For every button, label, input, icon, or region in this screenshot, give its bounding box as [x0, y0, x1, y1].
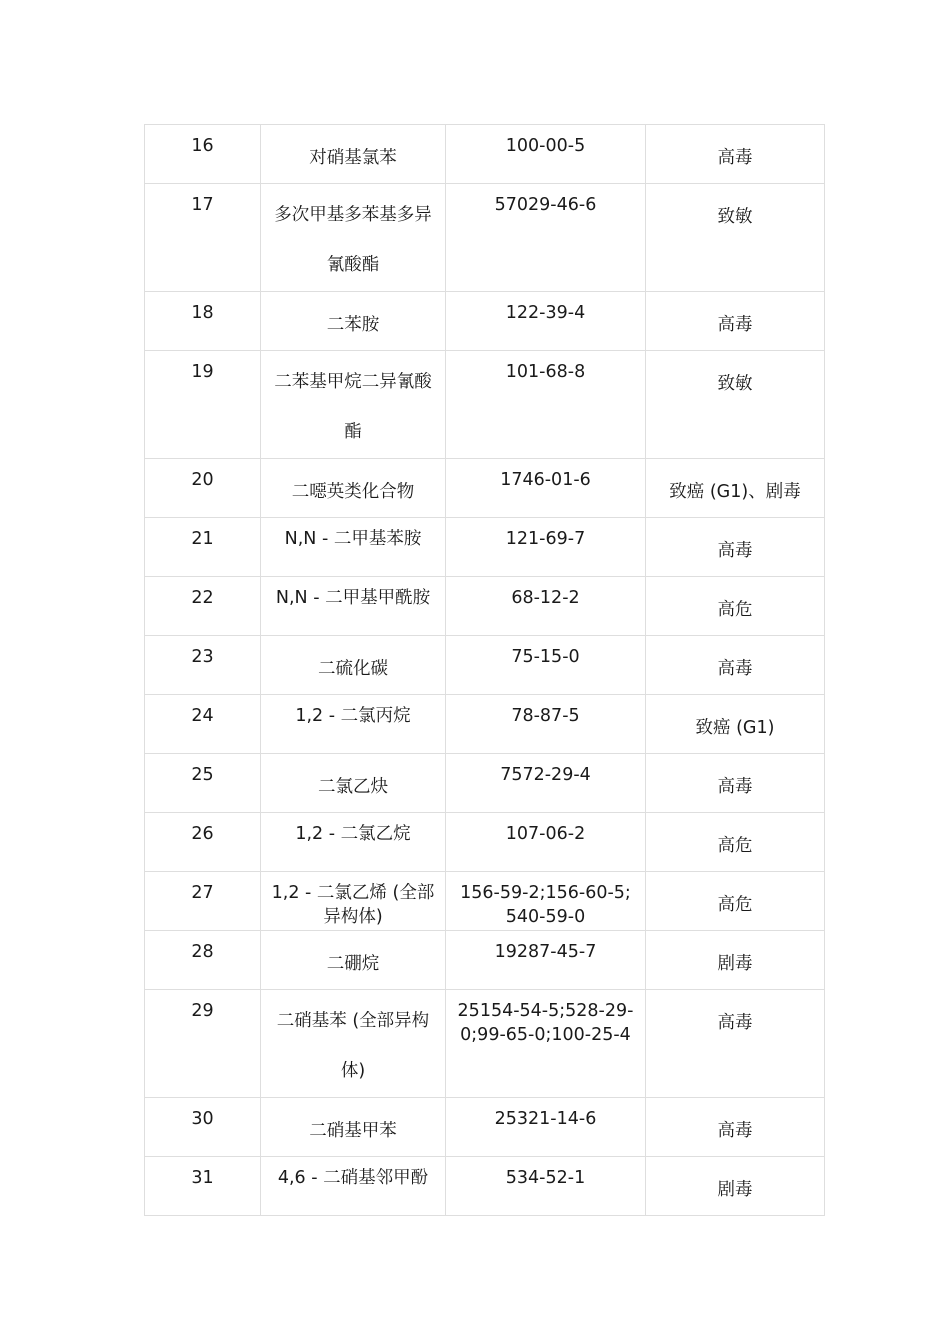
cas-number-cell: 25321-14-6 [446, 1098, 646, 1157]
cas-number-cell: 19287-45-7 [446, 931, 646, 990]
chemical-name-cell: 1,2 - 二氯乙烯 (全部异构体) [261, 872, 446, 931]
cas-number-cell: 121-69-7 [446, 518, 646, 577]
table-row [145, 125, 825, 184]
hazard-class-cell: 高毒 [646, 636, 825, 695]
row-number-cell: 29 [145, 990, 261, 1098]
hazard-class-cell: 致癌 (G1)、剧毒 [646, 459, 825, 518]
cas-number-cell: 1746-01-6 [446, 459, 646, 518]
table-row [145, 813, 825, 872]
cas-number-cell: 122-39-4 [446, 292, 646, 351]
chemical-name-cell: 4,6 - 二硝基邻甲酚 [261, 1157, 446, 1216]
row-number-cell: 22 [145, 577, 261, 636]
hazard-class-cell: 致癌 (G1) [646, 695, 825, 754]
chemical-name-cell: 二噁英类化合物 [261, 459, 446, 518]
table-row [145, 990, 825, 1098]
cas-number-cell: 156-59-2;156-60-5;540-59-0 [446, 872, 646, 931]
row-number-cell: 25 [145, 754, 261, 813]
chemical-name-cell: 二氯乙炔 [261, 754, 446, 813]
hazard-class-cell: 剧毒 [646, 1157, 825, 1216]
cas-number-cell: 25154-54-5;528-29-0;99-65-0;100-25-4 [446, 990, 646, 1098]
table-row [145, 754, 825, 813]
hazard-class-cell: 高毒 [646, 518, 825, 577]
cas-number-cell: 57029-46-6 [446, 184, 646, 292]
chemical-hazard-table [144, 124, 825, 1216]
chemical-name-cell: 二硝基甲苯 [261, 1098, 446, 1157]
chemical-name-cell: 二硫化碳 [261, 636, 446, 695]
table-row [145, 636, 825, 695]
row-number-cell: 17 [145, 184, 261, 292]
cas-number-cell: 7572-29-4 [446, 754, 646, 813]
hazard-class-cell: 剧毒 [646, 931, 825, 990]
table-row [145, 872, 825, 931]
chemical-name-cell: N,N - 二甲基甲酰胺 [261, 577, 446, 636]
table-row [145, 577, 825, 636]
row-number-cell: 18 [145, 292, 261, 351]
table-row [145, 1157, 825, 1216]
hazard-class-cell: 高危 [646, 872, 825, 931]
hazard-class-cell: 高毒 [646, 1098, 825, 1157]
table-row [145, 1098, 825, 1157]
chemical-name-cell: 二苯基甲烷二异氰酸酯 [261, 351, 446, 459]
chemical-name-cell: 对硝基氯苯 [261, 125, 446, 184]
hazard-class-cell: 高毒 [646, 754, 825, 813]
row-number-cell: 31 [145, 1157, 261, 1216]
row-number-cell: 19 [145, 351, 261, 459]
row-number-cell: 30 [145, 1098, 261, 1157]
table-row [145, 351, 825, 459]
row-number-cell: 26 [145, 813, 261, 872]
row-number-cell: 16 [145, 125, 261, 184]
row-number-cell: 21 [145, 518, 261, 577]
chemical-name-cell: 二硼烷 [261, 931, 446, 990]
chemical-name-cell: 二苯胺 [261, 292, 446, 351]
cas-number-cell: 100-00-5 [446, 125, 646, 184]
table-row [145, 695, 825, 754]
hazard-class-cell: 高毒 [646, 990, 825, 1098]
hazard-class-cell: 高毒 [646, 292, 825, 351]
chemical-name-cell: 1,2 - 二氯丙烷 [261, 695, 446, 754]
row-number-cell: 20 [145, 459, 261, 518]
chemical-name-cell: 多次甲基多苯基多异氰酸酯 [261, 184, 446, 292]
hazard-class-cell: 致敏 [646, 351, 825, 459]
cas-number-cell: 78-87-5 [446, 695, 646, 754]
chemical-name-cell: 1,2 - 二氯乙烷 [261, 813, 446, 872]
table-row [145, 518, 825, 577]
cas-number-cell: 75-15-0 [446, 636, 646, 695]
row-number-cell: 23 [145, 636, 261, 695]
cas-number-cell: 107-06-2 [446, 813, 646, 872]
row-number-cell: 28 [145, 931, 261, 990]
cas-number-cell: 534-52-1 [446, 1157, 646, 1216]
hazard-class-cell: 高毒 [646, 125, 825, 184]
table-row [145, 184, 825, 292]
table-row [145, 292, 825, 351]
table-row [145, 459, 825, 518]
hazard-class-cell: 致敏 [646, 184, 825, 292]
cas-number-cell: 68-12-2 [446, 577, 646, 636]
table-row [145, 931, 825, 990]
hazard-class-cell: 高危 [646, 577, 825, 636]
row-number-cell: 24 [145, 695, 261, 754]
chemical-name-cell: 二硝基苯 (全部异构体) [261, 990, 446, 1098]
hazard-class-cell: 高危 [646, 813, 825, 872]
chemical-name-cell: N,N - 二甲基苯胺 [261, 518, 446, 577]
row-number-cell: 27 [145, 872, 261, 931]
cas-number-cell: 101-68-8 [446, 351, 646, 459]
